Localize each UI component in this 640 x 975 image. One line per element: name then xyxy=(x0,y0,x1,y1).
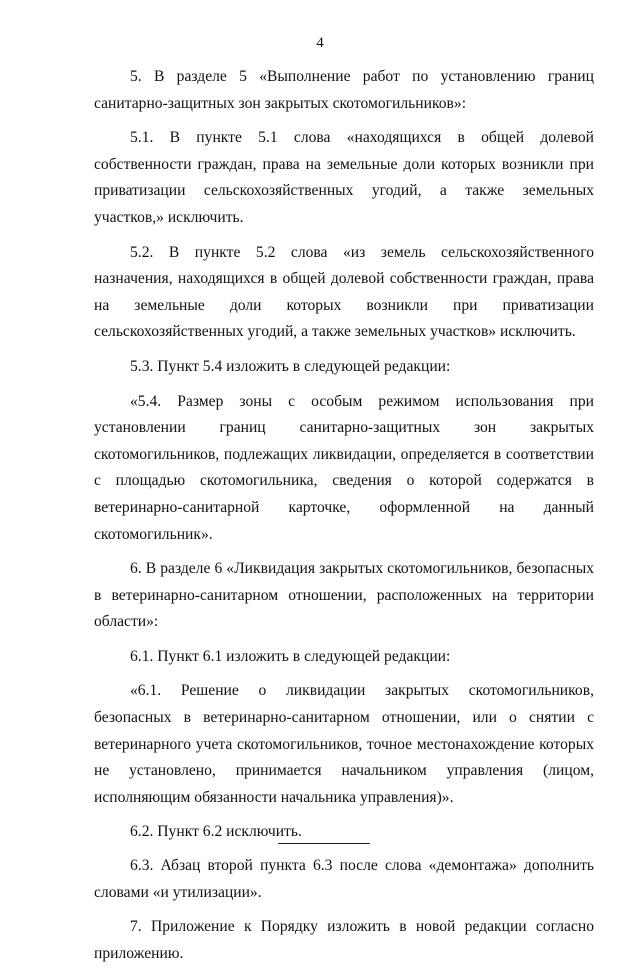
paragraph-quote-6-1: «6.1. Решение о ликвидации закрытых скотомогильников, безопасных в ветеринарно-санитарном отношении, или о снятии с ветеринарного учета скотомогильников, точное местонахождение которых не установлено, принимается начальником управления (лицом, исполняющим обязанности начальника управления)». xyxy=(94,682,594,806)
paragraph-5-3: 5.3. Пункт 5.4 изложить в следующей редакции: xyxy=(130,357,451,375)
paragraph-6-2: 6.2. Пункт 6.2 исключить. xyxy=(130,823,302,841)
paragraph-6-1: 6.1. Пункт 6.1 изложить в следующей редакции: xyxy=(130,647,451,665)
paragraph-6-3: 6.3. Абзац второй пункта 6.3 после слова «демонтажа» дополнить словами «и утилизации». xyxy=(94,857,594,901)
document-body xyxy=(94,64,594,975)
paragraph-quote-5-4: «5.4. Размер зоны с особым режимом использования при установлении границ санитарно-защитных зон закрытых скотомогильников, подлежащих ликвидации, определяется в соответствии с площадью скотомогильника, сведения о которой содержатся в ветеринарно-санитарной карточке, оформленной на данный скотомогильник». xyxy=(94,392,594,543)
paragraph-5-1: 5.1. В пункте 5.1 слова «находящихся в общей долевой собственности граждан, права на земельные доли которых возникли при приватизации сельскохозяйственных угодий, а также земельных участков,» исключить. xyxy=(94,129,594,226)
paragraph-7: 7. Приложение к Порядку изложить в новой редакции согласно приложению. xyxy=(94,918,594,962)
end-of-document-rule xyxy=(278,843,370,844)
paragraph-section-6: 6. В разделе 6 «Ликвидация закрытых скотомогильников, безопасных в ветеринарно-санитарном отношении, расположенных на территории области»: xyxy=(94,560,594,631)
paragraph-section-5: 5. В разделе 5 «Выполнение работ по установлению границ санитарно-защитных зон закрытых скотомогильников»: xyxy=(94,68,594,112)
paragraph-5-2: 5.2. В пункте 5.2 слова «из земель сельскохозяйственного назначения, находящихся в общей долевой собственности граждан, права на земельные доли которых возникли при приватизации сельскохозяйственных угодий, а также земельных участков» исключить. xyxy=(94,243,594,341)
page-number: 4 xyxy=(316,35,324,51)
